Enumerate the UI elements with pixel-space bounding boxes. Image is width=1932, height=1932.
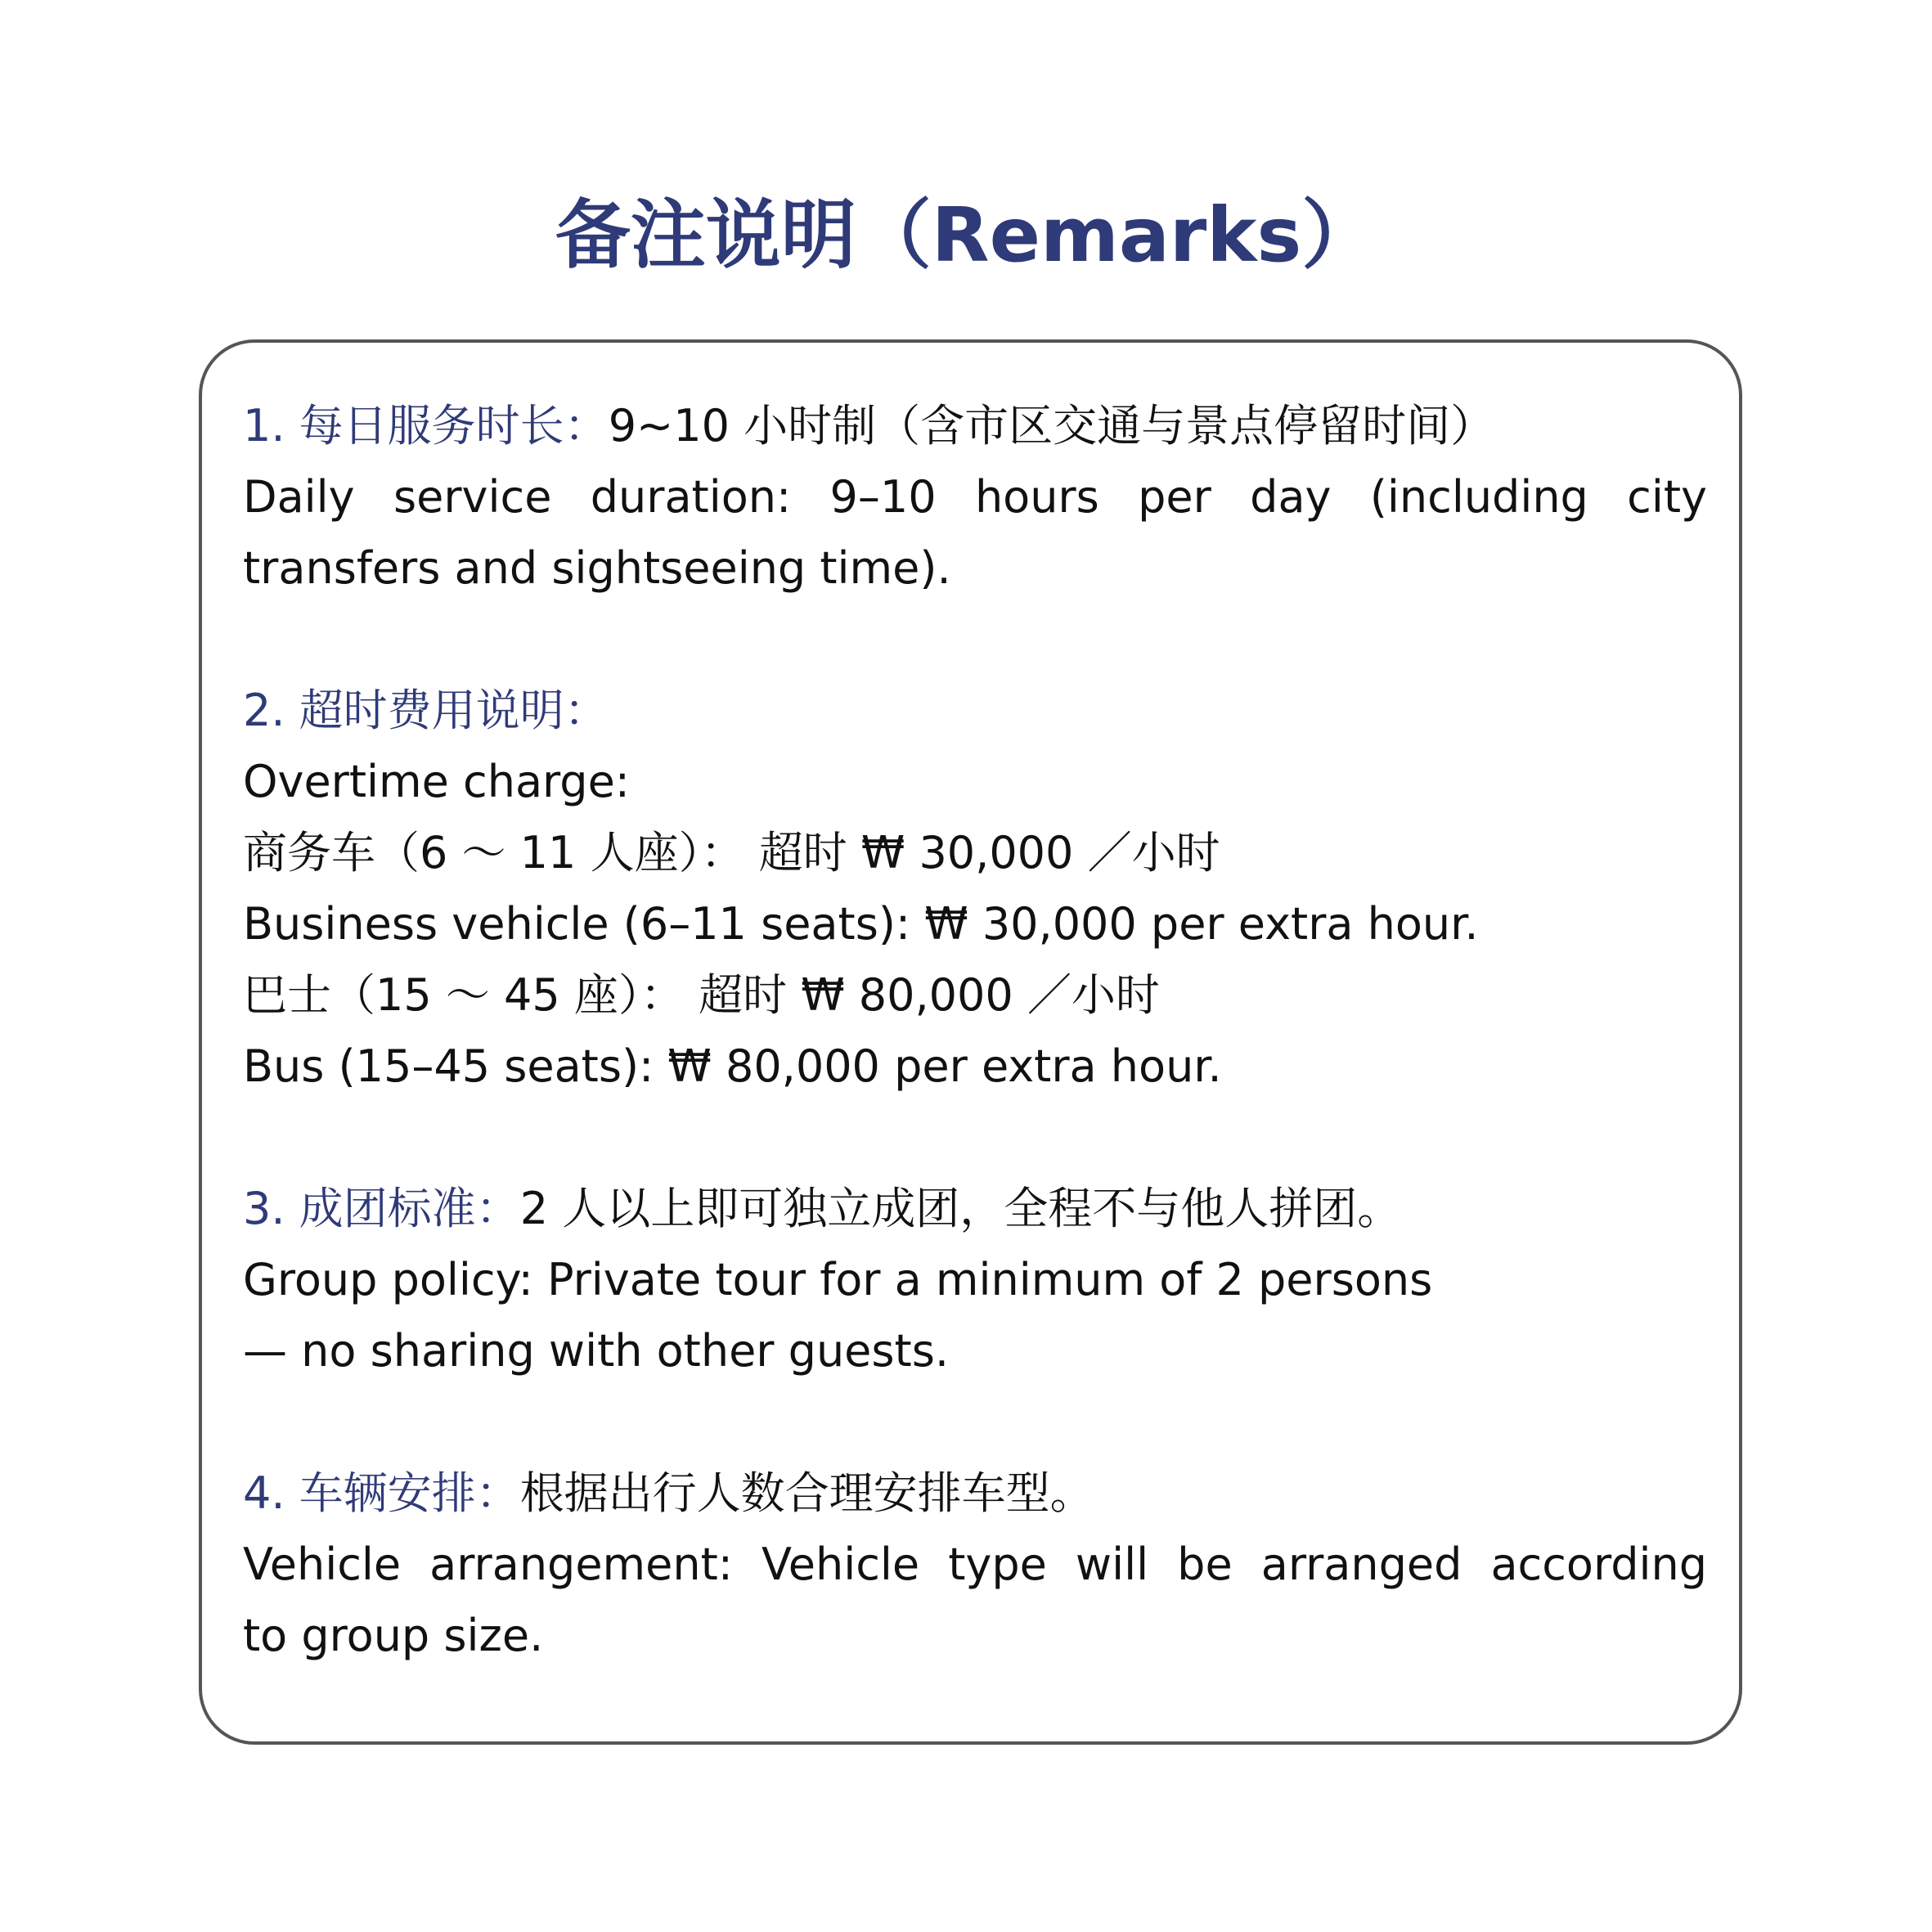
remark-2-detail-business-cn: 商务车（6 ～ 11 人座）： 超时 ₩ 30,000 ／小时 <box>243 827 1220 878</box>
spacer <box>243 1386 1707 1458</box>
remark-4-en-line-2: to group size. <box>243 1610 544 1661</box>
page-title: 备注说明（Remarks） <box>555 191 1377 279</box>
remark-3-heading <box>243 1173 1707 1244</box>
remark-1-heading <box>243 390 1707 461</box>
remark-3-label: 3. 成团标准： <box>243 1183 520 1234</box>
remark-4-cn-text: 根据出行人数合理安排车型。 <box>519 1467 1094 1519</box>
remark-2-detail-business-en: Business vehicle (6–11 seats): ₩ 30,000 per extra hour. <box>243 898 1479 950</box>
remark-1-en-line-1: Daily service duration: 9–10 hours per day (including city <box>243 471 1707 523</box>
spacer <box>243 604 1707 675</box>
remarks-card <box>199 339 1742 1745</box>
remark-4-label: 4. 车辆安排： <box>243 1467 520 1519</box>
remark-1-en-line-2: transfers and sightseeing time). <box>243 542 951 594</box>
remark-2-en-line-1: Overtime charge: <box>243 756 631 807</box>
remark-3-en-line-1: Group policy: Private tour for a minimum of 2 persons <box>243 1254 1433 1305</box>
remark-1-label: 1. 每日服务时长： <box>243 400 609 452</box>
remark-2-label: 2. 超时费用说明： <box>243 685 609 736</box>
remarks-content <box>243 390 1707 1671</box>
remark-3-cn-text: 2 人以上即可独立成团，全程不与他人拼团。 <box>519 1183 1402 1234</box>
remark-2-heading <box>243 675 1707 746</box>
remark-3-en-line-2: — no sharing with other guests. <box>243 1325 949 1377</box>
remark-4-heading <box>243 1458 1707 1529</box>
remark-1-cn-text: 9~10 小时制（含市区交通与景点停留时间） <box>608 400 1495 452</box>
remark-4-en-line-1: Vehicle arrangement: Vehicle type will be arranged according <box>243 1539 1707 1590</box>
remark-2-detail-bus-cn: 巴士（15 ～ 45 座）： 超时 ₩ 80,000 ／小时 <box>243 969 1160 1021</box>
remark-2-detail-bus-en: Bus (15–45 seats): ₩ 80,000 per extra hour. <box>243 1040 1222 1092</box>
spacer <box>243 1102 1707 1173</box>
